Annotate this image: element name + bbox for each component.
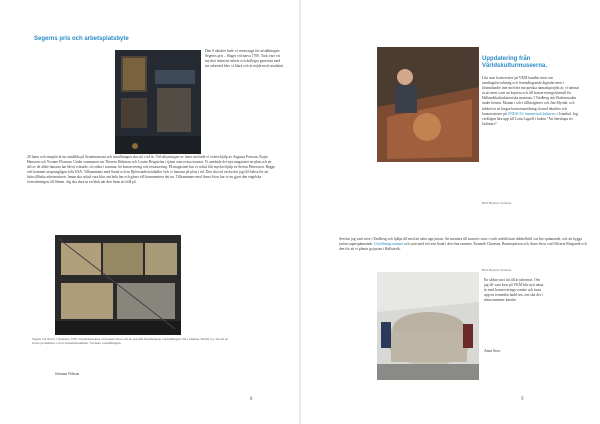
flags-illustration (55, 235, 181, 335)
heritage-link[interactable]: immaterialt kulturarv (524, 111, 557, 116)
museum-display-photo (115, 50, 201, 154)
carpet-illustration (377, 47, 479, 162)
left-page (0, 0, 299, 424)
photo-caption: Segern vid Narva i Vadstena 1700. Vasaltsbetecknar en konservation och en specifik fanarbetande i utställningen. Nu i ademon Textile 4 y. Ser nu en större produktion i ett av museumsrummet. Svenska i utställningen. (32, 337, 229, 346)
paragraph-text: Likt som konservator på VKM handlar mest om samlingsförvaltning och föremålsgrande åtgärder men i höstmånader inte med det europeiska damaskprojekt är, vi närmat ut att mest varit att kopiera och till konserveringsföremål för Hallandskulturhistoriska museum. I Vardberg står Bodomssalen under hösten. Mattan i tolvt tillhörigheter och Jim Myrdal, och tidskrivet en längre kontorsutredning så med tekniker och konservatorer på (482, 76, 580, 116)
right-page (301, 0, 600, 424)
page-heading (482, 56, 582, 70)
yurt-illustration (377, 272, 479, 380)
photo-credit: Bild: Beatrice Tornerie (482, 201, 512, 205)
paragraph-text-end: i Istanbul. Jag verkligen lära upp till Lotta Lagrell i boken "Att återskapa ett kulturarv". (482, 111, 578, 126)
museum-display-illustration (115, 50, 201, 154)
page-number: 9 (521, 397, 524, 402)
flags-exhibition-photo (55, 235, 181, 335)
page-number: 8 (250, 397, 253, 402)
side-paragraph (482, 76, 580, 127)
photo-credit: Bild: Beatrice Tornerie (482, 268, 512, 272)
yurt-construction-photo (377, 272, 479, 380)
carpet-workshop-photo (377, 47, 479, 162)
unesco-link[interactable]: UNESCOs (507, 111, 524, 116)
author-name: Johanna Nilsson (55, 372, 80, 376)
body-paragraph: 28 faner och vimplar är nu utställda på Armémuseum och utställningen ska stå i två år. Vid utbytningen av faner ma hade vi extern hjälp av Augusta Persson, Kajsa Hansson och Yvonne Florman. Under sommaren var Therese Hultman och Louise Bergström i tjänst som extra resurser. Vi använde det nya magasinet en plan och en del av de äldre fanorna har blivit tvättade, så rodna i sommar för konservering och restaurering. På magasinet har vi också fått mycket hjälp av Stefan Pettersson. Begge och kommer ursprungligen från USA. Tillsammans med Sarah och en Björnstadtsfotobuller fick vi fanorna på plats i tid. Den dra två vecka har jag till Saltsa för att hitta tillbaka arbetsrutinen. Innan ska också vara klar om hela fan och gärna vill kommentera det nu. Tillsammans med Anna Stow har vi nu gjort den engelska översättningen till filmen. Jag ska dura ut en länk när den finns att tillå på. (27, 155, 276, 185)
side-paragraph: Den 8 oktober hade vi vernissage för utställningen Segerns pris – Slaget vid narva 1700. Tack vare ett mycket intensivt arbete och kollegor generösa med sin arbetstid blev vi klara och är nöjda med resultatet. (205, 49, 285, 69)
author-name: Anna Stow (484, 349, 501, 353)
exhibition-link[interactable]: Utställningsrummet (373, 242, 404, 247)
side-paragraph: En sådan stort fat till är jättestort. Om jag får vara kvar på VKM blir nytt nästa år med konserverings-creatie och fusta upp en tvrmeden hadd ren, ons ska det i nästa nummer kanske. (484, 278, 544, 303)
heading-line1: Uppdatering från (482, 56, 531, 62)
page-heading: Segerns pris och arbetsplatsbyte (34, 36, 129, 42)
heading-line2: Världskulturmuseerna. (482, 63, 548, 69)
body-paragraph: Sen har jag varit nere i Yardberg och hjälpt till med att sätta upp jurtan. Att montera till museet i norr i realt artbild utan dubbelbild, var lite spännande, och att bygga jurtan superspännande. Utställningsrummet och ytan med ett tvärt band i den fina rummet. Kenneth Claussen, Bonnerperson och Anna Stow vad Oliveria Ringstedt och den för att vi plenar ga jurtan i Hallstavik. (339, 237, 587, 252)
